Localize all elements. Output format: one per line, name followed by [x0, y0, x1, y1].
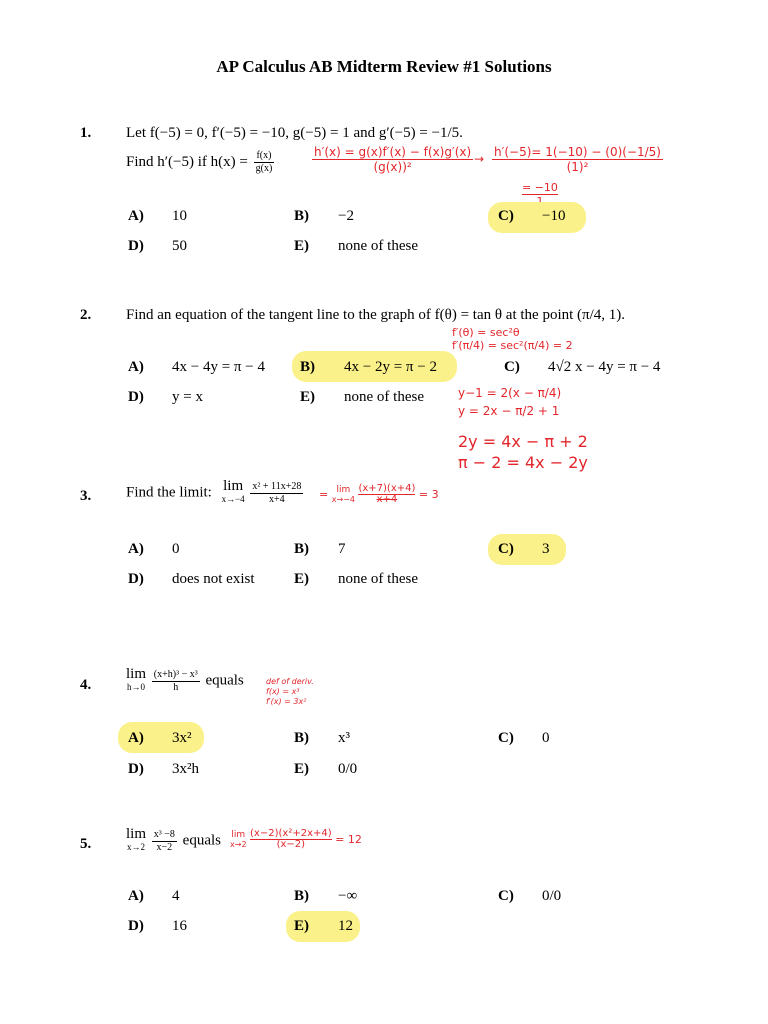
q2-option-e-value: none of these — [344, 389, 424, 405]
q1-hw-quotient-rule — [312, 145, 473, 174]
q1-option-b-letter: B) — [294, 208, 309, 224]
question-3-limit — [222, 480, 245, 506]
question-1-prompt-prefix: Find h′(−5) if h(x) = — [126, 153, 248, 170]
q1-option-c-letter: C) — [498, 208, 514, 224]
q3-hw-den: x+4 — [376, 494, 398, 505]
q1-option-a-letter: A) — [128, 208, 144, 224]
question-4-prompt — [126, 668, 244, 694]
q1-option-d[interactable] — [128, 238, 187, 255]
q1-option-e-value: none of these — [338, 238, 418, 254]
question-1-given: Let f(−5) = 0, f′(−5) = −10, g(−5) = 1 and g′(−5) = −1/5. — [126, 125, 463, 141]
q1-option-a[interactable] — [128, 208, 187, 225]
q3-option-d[interactable] — [128, 571, 255, 588]
q4-option-e[interactable] — [294, 761, 357, 778]
question-5-number: 5. — [80, 836, 92, 852]
q5-option-d-letter: D) — [128, 918, 144, 934]
q2-hw-line3: y−1 = 2(x − π/4) — [458, 386, 562, 400]
q3-option-b[interactable] — [294, 541, 346, 558]
q2-option-d-value: y = x — [172, 389, 203, 405]
q5-option-b-letter: B) — [294, 888, 309, 904]
q4-option-b-letter: B) — [294, 730, 309, 746]
q4-option-c[interactable] — [498, 730, 550, 747]
q1-option-b-value: −2 — [338, 208, 354, 224]
q2-option-d-letter: D) — [128, 389, 144, 405]
q2-hw-line5: 2y = 4x − π + 2 — [458, 432, 588, 451]
q4-option-b[interactable] — [294, 730, 350, 747]
question-4-lim-sub: h→0 — [127, 682, 145, 692]
question-3-fraction — [250, 481, 303, 506]
question-3-prefix: Find the limit: — [126, 484, 212, 501]
q3-hw-num: (x+7)(x+4) — [358, 483, 416, 494]
q5-option-e-value: 12 — [338, 918, 353, 934]
q2-option-a[interactable] — [128, 359, 265, 376]
q1-option-d-letter: D) — [128, 238, 144, 254]
q5-hw-limit — [230, 830, 247, 850]
q5-option-c[interactable] — [498, 888, 561, 905]
question-5-suffix: equals — [182, 832, 221, 849]
question-5-limit — [126, 828, 146, 854]
q3-option-e[interactable] — [294, 571, 418, 588]
q2-option-e-letter: E) — [300, 389, 315, 405]
q5-option-a-letter: A) — [128, 888, 144, 904]
q3-hw-lim: lim — [336, 484, 351, 495]
q4-option-c-value: 0 — [542, 730, 550, 746]
q3-handwritten-work — [319, 484, 439, 505]
q1-option-e-letter: E) — [294, 238, 309, 254]
q2-option-b[interactable] — [300, 359, 437, 376]
question-4-number: 4. — [80, 677, 92, 693]
q2-hw-line2: f′(π/4) = sec²(π/4) = 2 — [452, 339, 573, 352]
question-3-lim: lim — [223, 478, 244, 494]
question-4-frac-num: (x+h)³ − x³ — [153, 668, 198, 680]
q4-hw-line1: def of deriv. — [266, 677, 314, 686]
q5-option-e-letter: E) — [294, 918, 309, 934]
question-1-frac-num: f(x) — [254, 150, 275, 163]
q3-option-b-letter: B) — [294, 541, 309, 557]
q3-hw-eq: = — [319, 488, 329, 501]
q1-hw-eval-num: h′(−5)= 1(−10) − (0)(−1/5) — [494, 145, 661, 159]
question-1-number: 1. — [80, 125, 92, 141]
q2-option-e[interactable] — [300, 389, 424, 406]
q3-option-a-letter: A) — [128, 541, 144, 557]
q4-option-b-value: x³ — [338, 730, 350, 746]
question-2-prompt: Find an equation of the tangent line to the graph of f(θ) = tan θ at the point (π/4, 1). — [126, 307, 626, 323]
q2-hw-line6: π − 2 = 4x − 2y — [458, 453, 588, 472]
q5-option-c-letter: C) — [498, 888, 514, 904]
question-4-limit — [126, 668, 146, 694]
q2-option-a-letter: A) — [128, 359, 144, 375]
q5-option-d-value: 16 — [172, 918, 187, 934]
q4-option-c-letter: C) — [498, 730, 514, 746]
q3-hw-lim-sub: x→−4 — [331, 494, 355, 504]
q2-option-b-letter: B) — [300, 359, 315, 375]
q2-option-c[interactable] — [504, 359, 660, 376]
q4-option-a[interactable] — [128, 730, 192, 747]
q5-option-e[interactable] — [294, 918, 353, 935]
q5-option-a[interactable] — [128, 888, 180, 905]
q3-option-c-value: 3 — [542, 541, 550, 557]
q5-option-a-value: 4 — [172, 888, 180, 904]
q4-option-d-letter: D) — [128, 761, 144, 777]
question-1-frac-den: g(x) — [255, 163, 273, 174]
q1-option-d-value: 50 — [172, 238, 187, 254]
q1-hw-formula-den: (g(x))² — [373, 160, 412, 174]
q4-option-a-value: 3x² — [172, 730, 192, 746]
q3-hw-result: = 3 — [418, 488, 439, 501]
q2-hw-line4: y = 2x − π/2 + 1 — [458, 404, 560, 418]
q3-option-c[interactable] — [498, 541, 550, 558]
q1-hw-evaluation — [492, 145, 663, 174]
q3-option-a-value: 0 — [172, 541, 180, 557]
q5-hw-result: = 12 — [335, 833, 362, 846]
q1-hw-arrow: → — [474, 152, 485, 166]
q2-option-d[interactable] — [128, 389, 203, 406]
q1-option-b[interactable] — [294, 208, 354, 225]
q4-hw-line3: f′(x) = 3x² — [266, 697, 307, 706]
q4-option-e-value: 0/0 — [338, 761, 358, 777]
q1-option-e[interactable] — [294, 238, 418, 255]
q1-hw-eval-den: (1)² — [566, 160, 589, 174]
question-5-lim-sub: x→2 — [127, 842, 145, 852]
question-4-lim: lim — [126, 666, 147, 682]
question-5-prompt — [126, 828, 221, 854]
q4-option-e-letter: E) — [294, 761, 309, 777]
question-3-prompt — [126, 480, 305, 506]
question-4-fraction — [152, 669, 200, 694]
q3-option-e-value: none of these — [338, 571, 418, 587]
q2-option-b-value: 4x − 2y = π − 2 — [344, 359, 437, 375]
question-1-fraction — [254, 150, 275, 175]
q2-option-c-value: 4√2 x − 4y = π − 4 — [548, 359, 661, 375]
question-3-frac-den: x+4 — [269, 493, 285, 505]
q1-hw-formula-num: h′(x) = g(x)f′(x) − f(x)g′(x) — [314, 145, 472, 159]
q3-option-e-letter: E) — [294, 571, 309, 587]
q3-hw-limit — [332, 485, 355, 505]
q2-option-a-value: 4x − 4y = π − 4 — [172, 359, 265, 375]
q5-hw-num: (x−2)(x²+2x+4) — [250, 828, 332, 839]
question-5-lim: lim — [126, 826, 147, 842]
q5-option-c-value: 0/0 — [542, 888, 562, 904]
q5-hw-lim: lim — [231, 829, 246, 840]
q2-hw-line1: f′(θ) = sec²θ — [452, 326, 520, 339]
q1-option-a-value: 10 — [172, 208, 187, 224]
question-4-suffix: equals — [205, 672, 244, 689]
question-5-fraction — [152, 829, 177, 854]
q1-option-c[interactable] — [498, 208, 565, 225]
q5-option-b-value: −∞ — [338, 888, 358, 904]
question-5-frac-den: x−2 — [156, 841, 173, 853]
question-2-number: 2. — [80, 307, 92, 323]
q3-option-d-letter: D) — [128, 571, 144, 587]
q2-option-c-letter: C) — [504, 359, 520, 375]
q5-hw-fraction — [250, 829, 332, 850]
question-1-prompt — [126, 150, 276, 175]
q3-option-a[interactable] — [128, 541, 180, 558]
q4-option-a-letter: A) — [128, 730, 144, 746]
q5-hw-lim-sub: x→2 — [230, 839, 247, 849]
q4-option-d[interactable] — [128, 761, 199, 778]
q3-hw-fraction — [358, 484, 415, 505]
q3-option-b-value: 7 — [338, 541, 346, 557]
q3-option-c-letter: C) — [498, 541, 514, 557]
question-5-frac-num: x³ −8 — [153, 828, 175, 840]
q5-handwritten-work — [230, 829, 362, 850]
q5-option-b[interactable] — [294, 888, 357, 905]
q1-hw-result-num: = −10 — [522, 181, 558, 194]
q1-option-c-value: −10 — [542, 208, 566, 224]
q4-hw-line2: f(x) = x³ — [266, 687, 300, 696]
question-4-frac-den: h — [173, 681, 179, 693]
question-3-lim-sub: x→−4 — [221, 494, 245, 504]
question-3-number: 3. — [80, 488, 92, 504]
question-3-frac-num: x² + 11x+28 — [252, 480, 302, 492]
q5-option-d[interactable] — [128, 918, 187, 935]
q5-hw-den: (x−2) — [276, 839, 306, 850]
q4-option-d-value: 3x²h — [172, 761, 199, 777]
page-title: AP Calculus AB Midterm Review #1 Solutions — [216, 57, 552, 76]
q3-option-d-value: does not exist — [172, 571, 255, 587]
